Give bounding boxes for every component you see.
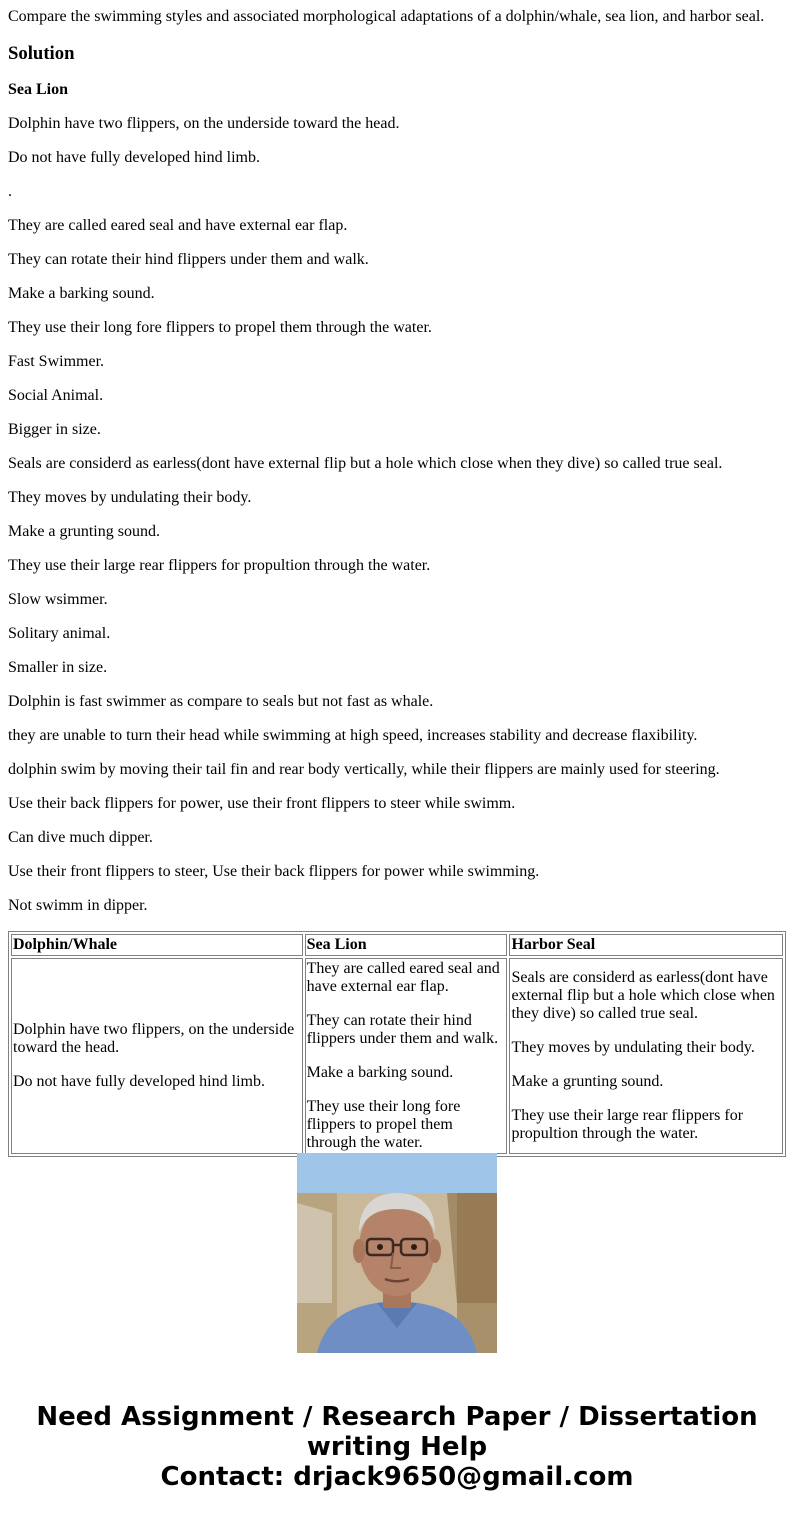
answer-line: Do not have fully developed hind limb. <box>8 149 260 166</box>
answer-line: They moves by undulating their body. <box>8 489 252 506</box>
answer-line: Dolphin have two flippers, on the underside toward the head. <box>8 115 400 132</box>
document-content <box>8 0 786 1151</box>
promo-text <box>0 1402 794 1492</box>
table-header-row <box>11 934 783 956</box>
answer-line: Use their front flippers to steer, Use their back flippers for power while swimming. <box>8 863 540 880</box>
avatar <box>297 1153 497 1353</box>
header-sea-lion: Sea Lion <box>305 934 508 956</box>
promo-footer <box>0 1122 794 1523</box>
cell-text: Dolphin have two flippers, on the underside toward the head. <box>13 1021 295 1056</box>
answer-line: Seals are considerd as earless(dont have external flip but a hole which close when they dive) so called true seal. <box>8 455 723 472</box>
answer-line: Slow wsimmer. <box>8 591 108 608</box>
solution-heading: Solution <box>8 43 75 64</box>
question-text: Compare the swimming styles and associated morphological adaptations of a dolphin/whale, sea lion, and harbor seal. <box>8 8 765 25</box>
cell-text: Make a barking sound. <box>306 1064 454 1081</box>
answer-line: Can dive much dipper. <box>8 829 153 846</box>
answer-line: they are unable to turn their head while swimming at high speed, increases stability and decrease flaxibility. <box>8 727 698 744</box>
avatar-portrait-image <box>297 1153 497 1353</box>
answer-line: Make a barking sound. <box>8 285 155 302</box>
answer-line: Make a grunting sound. <box>8 523 160 540</box>
answer-line: They use their large rear flippers for propultion through the water. <box>8 557 431 574</box>
answer-line: Not swimm in dipper. <box>8 897 148 914</box>
answer-line: They can rotate their hind flippers under them and walk. <box>8 251 369 268</box>
answer-line: dolphin swim by moving their tail fin and rear body vertically, while their flippers are mainly used for steering. <box>8 761 720 778</box>
promo-line-help: Need Assignment / Research Paper / Dissertation writing Help <box>36 1402 758 1462</box>
answer-line: Dolphin is fast swimmer as compare to seals but not fast as whale. <box>8 693 434 710</box>
answer-line: Fast Swimmer. <box>8 353 105 370</box>
answer-line: Bigger in size. <box>8 421 101 438</box>
answer-line: They use their long fore flippers to propel them through the water. <box>8 319 432 336</box>
answer-line: Smaller in size. <box>8 659 108 676</box>
cell-text: Seals are considerd as earless(dont have external flip but a hole which close when they dive) so called true seal. <box>511 969 775 1022</box>
answer-line: Solitary animal. <box>8 625 111 642</box>
cell-text: They moves by undulating their body. <box>511 1039 755 1056</box>
answer-line: They are called eared seal and have external ear flap. <box>8 217 348 234</box>
cell-text: Make a grunting sound. <box>511 1073 664 1090</box>
subheading-sea-lion: Sea Lion <box>8 81 69 98</box>
cell-text: They can rotate their hind flippers under them and walk. <box>306 1012 499 1047</box>
header-dolphin-whale: Dolphin/Whale <box>11 934 303 956</box>
cell-text: They are called eared seal and have external ear flap. <box>306 960 500 995</box>
cell-text: Do not have fully developed hind limb. <box>13 1073 265 1090</box>
answer-line: Social Animal. <box>8 387 104 404</box>
answer-line: Use their back flippers for power, use their front flippers to steer while swimm. <box>8 795 516 812</box>
cell-text: They use their large rear flippers for propultion through the water. <box>511 1107 744 1142</box>
answer-line: . <box>8 183 12 200</box>
promo-line-contact: Contact: drjack9650@gmail.com <box>160 1462 634 1492</box>
header-harbor-seal: Harbor Seal <box>509 934 783 956</box>
cell-text: They use their long fore flippers to propel them through the water. <box>306 1098 461 1151</box>
